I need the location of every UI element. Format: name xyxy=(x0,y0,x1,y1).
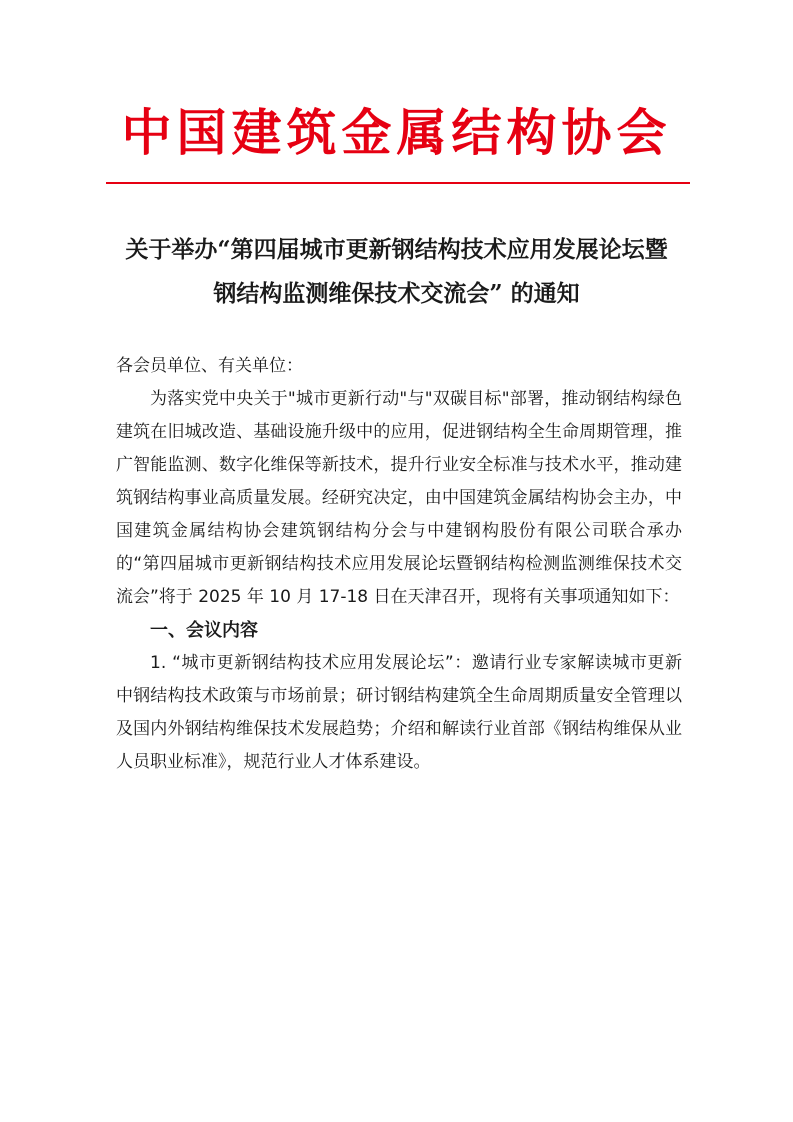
meeting-content-item-1: 1. “城市更新钢结构技术应用发展论坛”：邀请行业专家解读城市更新中钢结构技术政策与市场前景；研讨钢结构建筑全生命周期质量安全管理以及国内外钢结构维保技术发展趋势；介绍和解读行业首部《钢结构维保从业人员职业标准》，规范行业人才体系建设。 xyxy=(116,653,682,772)
notice-title-line-1: 关于举办“第四届城市更新钢结构技术应用发展论坛暨 xyxy=(125,236,668,263)
organization-name: 中国建筑金属结构协会 xyxy=(121,103,672,162)
salutation: 各会员单位、有关单位： xyxy=(116,356,303,376)
section-heading-meeting-content: 一、会议内容 xyxy=(150,620,258,641)
notice-body xyxy=(116,350,682,779)
notice-title xyxy=(100,228,693,316)
header-divider xyxy=(106,182,690,184)
intro-paragraph: 为落实党中央关于"城市更新行动"与"双碳目标"部署，推动钢结构绿色建筑在旧城改造、基础设施升级中的应用，促进钢结构全生命周期管理，推广智能监测、数字化维保等新技术，提升行业安全标准与技术水平，推动建筑钢结构事业高质量发展。经研究决定，由中国建筑金属结构协会主办，中国建筑金属结构协会建筑钢结构分会与中建钢构股份有限公司联合承办的“第四届城市更新钢结构技术应用发展论坛暨钢结构检测监测维保技术交流会”将于 2025 年 10 月 17-18 日在天津召开，现将有关事项通知如下： xyxy=(116,389,682,607)
notice-title-line-2: 钢结构监测维保技术交流会” 的通知 xyxy=(213,280,580,307)
